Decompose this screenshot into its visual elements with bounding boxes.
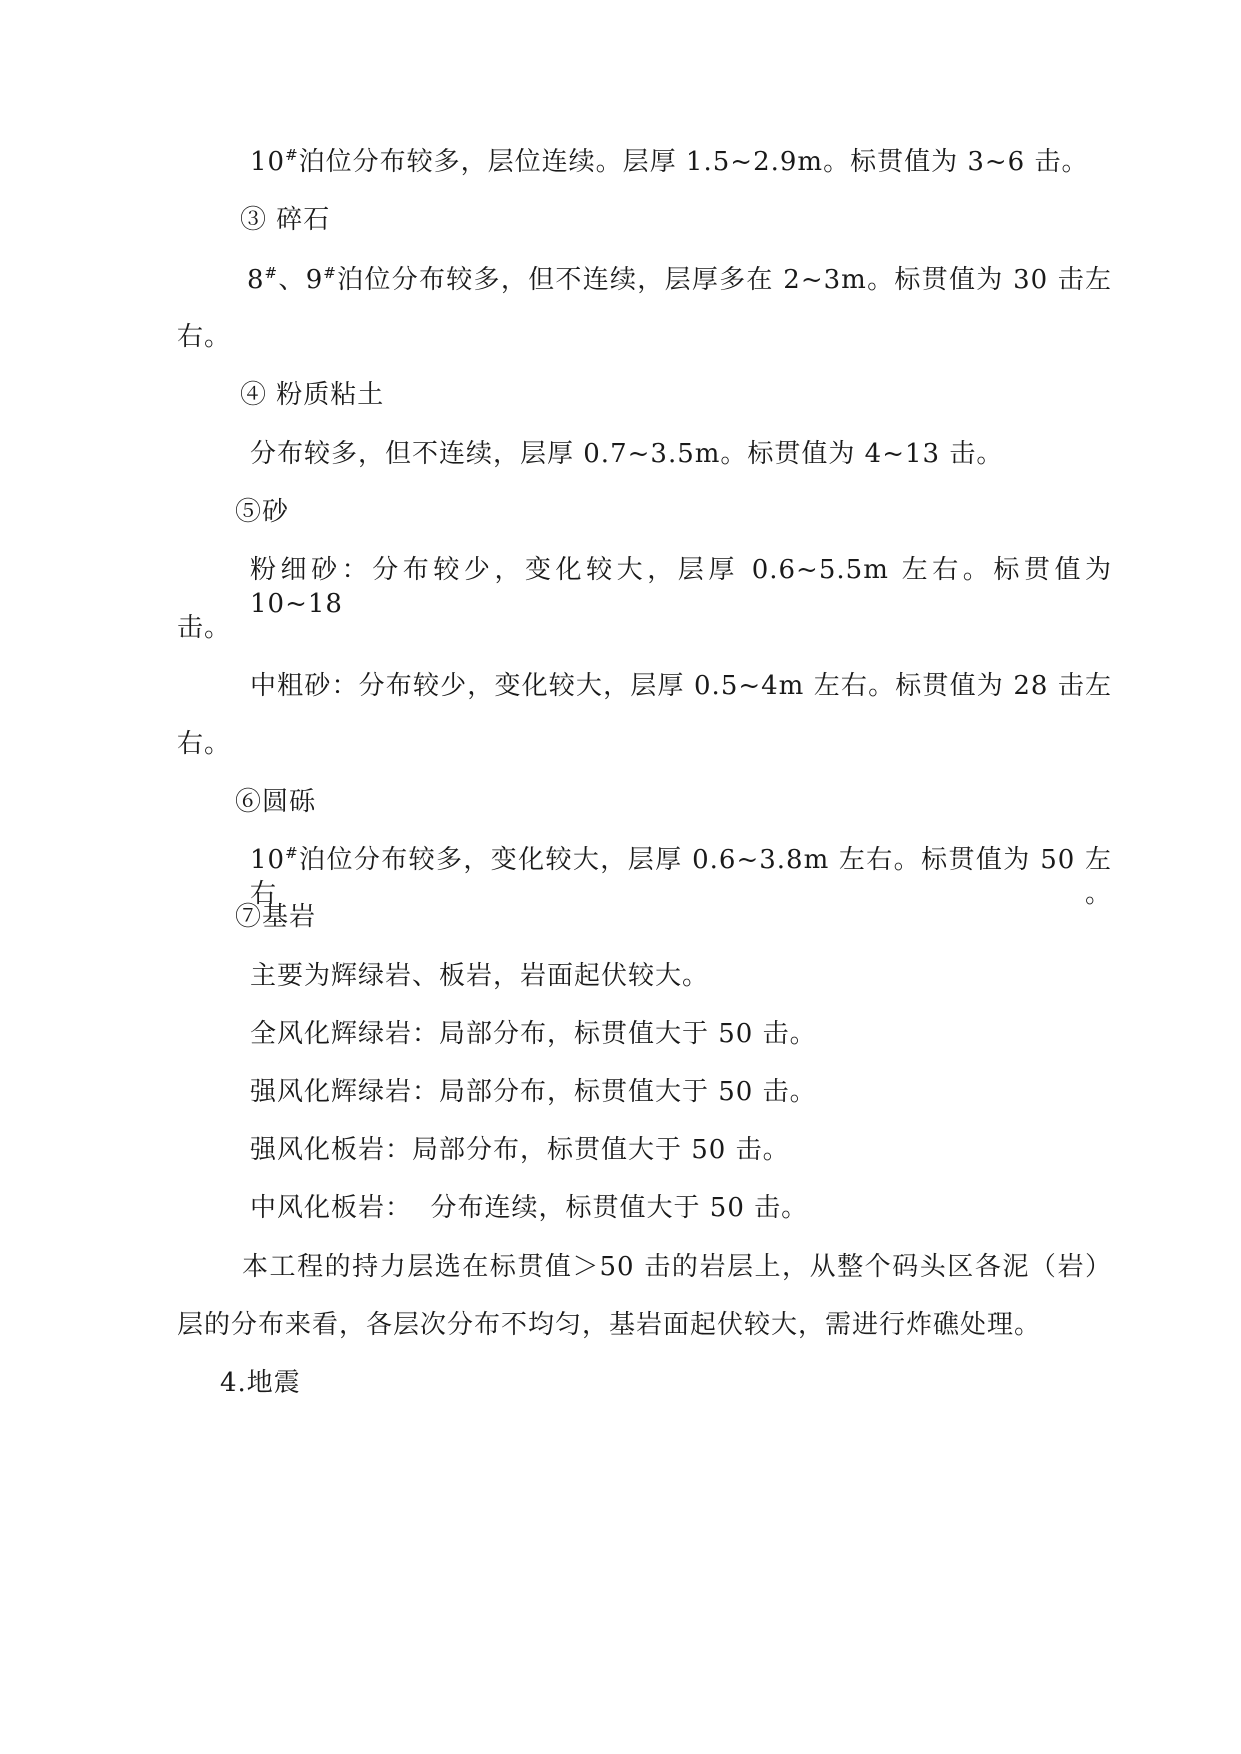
paragraph-round-gravel xyxy=(250,843,1112,911)
heading-silty-clay: ④ 粉质粘土 xyxy=(240,380,385,410)
berth-number: 、9 xyxy=(278,265,324,295)
heading-round-gravel: ⑥圆砾 xyxy=(235,787,317,817)
berth-mark: # xyxy=(285,146,299,164)
heading-bedrock: ⑦基岩 xyxy=(235,902,317,932)
paragraph-silty-clay: 分布较多，但不连续，层厚 0.7~3.5m。标贯值为 4~13 击。 xyxy=(250,439,1004,469)
berth-mark: # xyxy=(323,264,337,282)
paragraph-bearing-layer-line1: 本工程的持力层选在标贯值＞50 击的岩层上，从整个码头区各泥（岩） xyxy=(242,1252,1112,1282)
paragraph-text: 泊位分布较多，变化较大，层厚 0.6~3.8m 左右。标贯值为 50 左右。 xyxy=(250,845,1112,909)
berth-number: 10 xyxy=(250,147,286,177)
berth-number: 10 xyxy=(250,845,286,875)
paragraph-moderate-weathered-slate: 中风化板岩： 分布连续，标贯值大于 50 击。 xyxy=(250,1193,809,1223)
paragraph-gravel-line1 xyxy=(247,263,1112,297)
paragraph-text: 泊位分布较多，但不连续，层厚多在 2~3m。标贯值为 30 击左 xyxy=(336,265,1112,295)
paragraph-fine-sand-line1: 粉细砂：分布较少，变化较大，层厚 0.6~5.5m 左右。标贯值为 10~18 xyxy=(250,555,1112,619)
section-heading-earthquake: 4.地震 xyxy=(220,1368,301,1398)
paragraph-strong-weathered-diabase: 强风化辉绿岩：局部分布，标贯值大于 50 击。 xyxy=(250,1077,817,1107)
paragraph-berth10-clay xyxy=(250,145,1088,179)
paragraph-fine-sand-line2: 击。 xyxy=(177,613,232,643)
berth-mark: # xyxy=(285,844,299,862)
berth-number: 8 xyxy=(247,265,265,295)
paragraph-coarse-sand-line2: 右。 xyxy=(177,729,232,759)
paragraph-gravel-line2: 右。 xyxy=(177,322,232,352)
paragraph-strong-weathered-slate: 强风化板岩：局部分布，标贯值大于 50 击。 xyxy=(250,1135,790,1165)
paragraph-full-weathered-diabase: 全风化辉绿岩：局部分布，标贯值大于 50 击。 xyxy=(250,1019,817,1049)
heading-sand: ⑤砂 xyxy=(235,497,290,527)
paragraph-coarse-sand-line1: 中粗砂：分布较少，变化较大，层厚 0.5~4m 左右。标贯值为 28 击左 xyxy=(250,671,1112,701)
paragraph-bearing-layer-line2: 层的分布来看，各层次分布不均匀，基岩面起伏较大，需进行炸礁处理。 xyxy=(177,1310,1042,1340)
berth-mark: # xyxy=(264,264,279,282)
paragraph-text: 泊位分布较多，层位连续。层厚 1.5~2.9m。标贯值为 3~6 击。 xyxy=(298,147,1089,177)
heading-gravel: ③ 碎石 xyxy=(240,205,331,235)
paragraph-bedrock-types: 主要为辉绿岩、板岩，岩面起伏较大。 xyxy=(250,961,710,991)
